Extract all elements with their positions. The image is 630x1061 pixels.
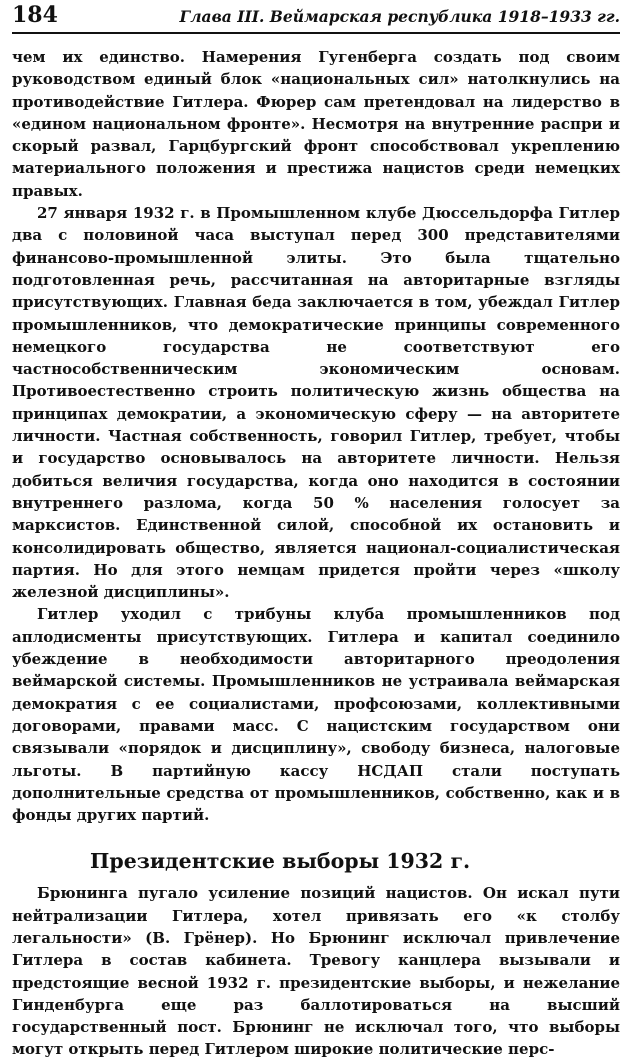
- page-header: [12, 0, 620, 34]
- running-head: Глава III. Веймарская республика 1918–1933 гг.: [179, 7, 620, 26]
- paragraph: 27 января 1932 г. в Промышленном клубе Дюссельдорфа Гитлер два с половиной часа выступал перед 300 представителями финансово-промышленной элиты. Это была тщательно подготовленная речь, рассчитанная на авторитарные взгляды присутствующих. Главная беда заключается в том, убеждал Гитлер промышленников, что демократические принципы современного немецкого государства не соответствуют его частнособственническим экономическим основам. Противоестественно строить политическую жизнь общества на принципах демократии, а экономическую сферу — на авторитете личности. Частная собственность, говорил Гитлер, требует, чтобы и государство основывалось на авторитете личности. Нельзя добиться величия государства, когда оно находится в состоянии внутреннего разлома, когда 50 % населения голосует за марксистов. Единственной силой, способной их остановить и консолидировать общество, является национал-социалистическая партия. Но для этого немцам придется пройти через «школу железной дисциплины».: [12, 204, 620, 602]
- section-title: Президентские выборы 1932 г.: [90, 849, 471, 874]
- paragraph: Гитлер уходил с трибуны клуба промышленников под аплодисменты присутствующих. Гитлера и капитал соединило убеждение в необходимости авторитарного преодоления веймарской системы. Промышленников не устраивала веймарская демократия с ее социалистами, профсоюзами, коллективными договорами, правами масс. С нацистским государством они связывали «порядок и дисциплину», свободу бизнеса, налоговые льготы. В партийную кассу НСДАП стали поступать дополнительные средства от промышленников, собственно, как и в фонды других партий.: [12, 605, 620, 825]
- page-number: 184: [12, 2, 58, 28]
- body-text: [12, 46, 620, 1061]
- paragraph: Брюнинга пугало усиление позиций нацистов. Он искал пути нейтрализации Гитлера, хотел привязать его «к столбу легальности» (В. Грёнер). Но Брюнинг исключал привлечение Гитлера в состав кабинета. Тревогу канцлера вызывали и предстоящие весной 1932 г. президентские выборы, и нежелание Гинденбурга еще раз баллотироваться на высший государственный пост. Брюнинг не исключал того, что выборы могут открыть перед Гитлером широкие политические перс-: [12, 884, 620, 1059]
- paragraph: чем их единство. Намерения Гугенберга создать под своим руководством единый блок «национальных сил» натолкнулись на противодействие Гитлера. Фюрер сам претендовал на лидерство в «едином национальном фронте». Несмотря на внутренние распри и скорый развал, Гарцбургский фронт способствовал укреплению материального положения и престижа нацистов среди немецких правых.: [12, 48, 620, 200]
